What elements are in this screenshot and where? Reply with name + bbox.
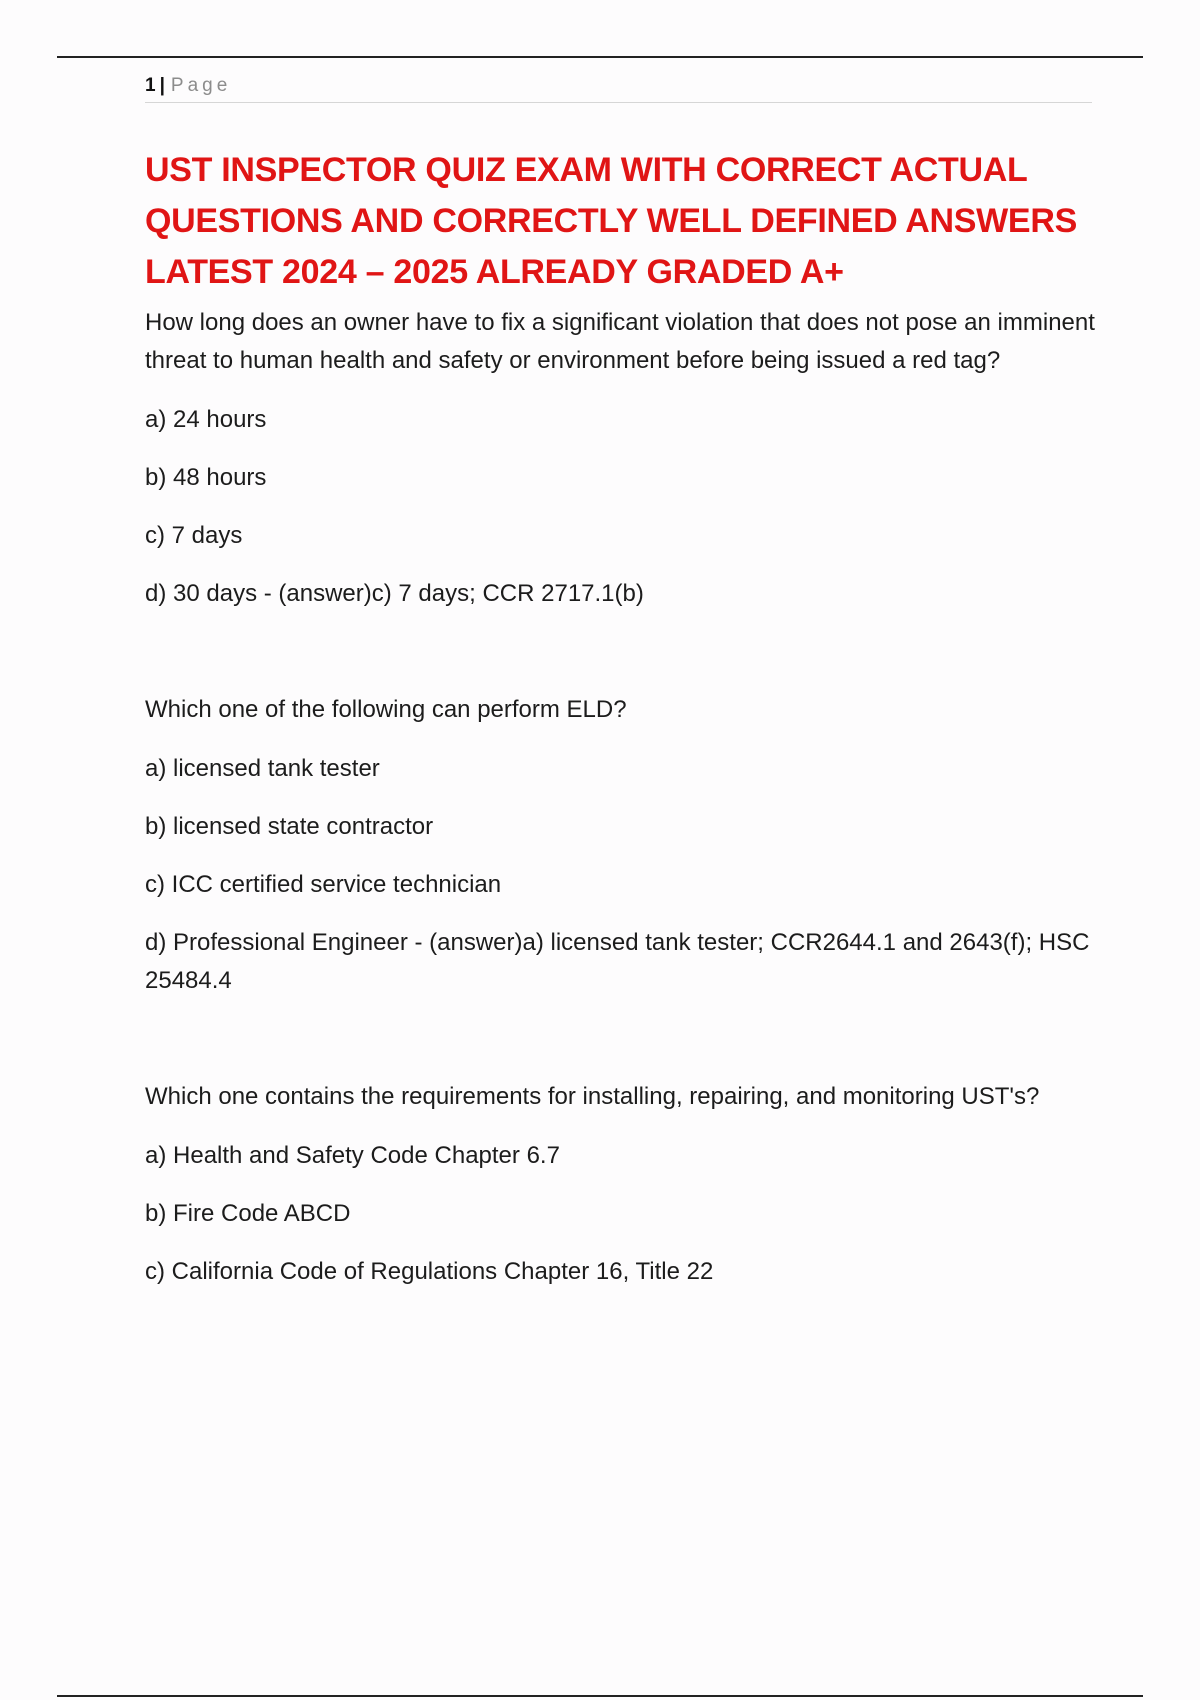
answer-option: a) licensed tank tester [145,755,380,782]
answer-option: c) ICC certified service technician [145,871,502,898]
answer-option: d) 30 days - (answer)c) 7 days; CCR 2717.1(b) [145,580,644,607]
bottom-rule [57,1695,1143,1697]
answer-option: b) Fire Code ABCD [145,1200,351,1227]
answer-option: c) 7 days [145,522,243,549]
question-2 [145,691,1105,1000]
page-separator: | [159,75,165,96]
question-1 [145,304,1105,613]
page-label: Page [170,75,232,96]
question-3 [145,1078,1105,1291]
page-number: 1 [145,75,156,96]
document-content [145,145,1105,1311]
answer-option: a) 24 hours [145,406,267,433]
question-text: Which one contains the requirements for installing, repairing, and monitoring UST's? [145,1083,1040,1110]
document-title: UST INSPECTOR QUIZ EXAM WITH CORRECT ACTUAL QUESTIONS AND CORRECTLY WELL DEFINED ANSWERS LATEST 2024 – 2025 ALREADY GRADED A+ [145,151,1077,291]
top-rule [57,56,1143,58]
answer-option: b) 48 hours [145,464,267,491]
answer-option: b) licensed state contractor [145,813,434,840]
answer-option: c) California Code of Regulations Chapter 16, Title 22 [145,1258,714,1285]
answer-option: d) Professional Engineer - (answer)a) licensed tank tester; CCR2644.1 and 2643(f); HSC 25484.4 [145,929,1090,994]
question-text: Which one of the following can perform ELD? [145,696,627,723]
question-text: How long does an owner have to fix a significant violation that does not pose an imminent threat to human health and safety or environment before being issued a red tag? [145,309,1095,374]
answer-option: a) Health and Safety Code Chapter 6.7 [145,1142,560,1169]
page-header [145,74,1092,103]
